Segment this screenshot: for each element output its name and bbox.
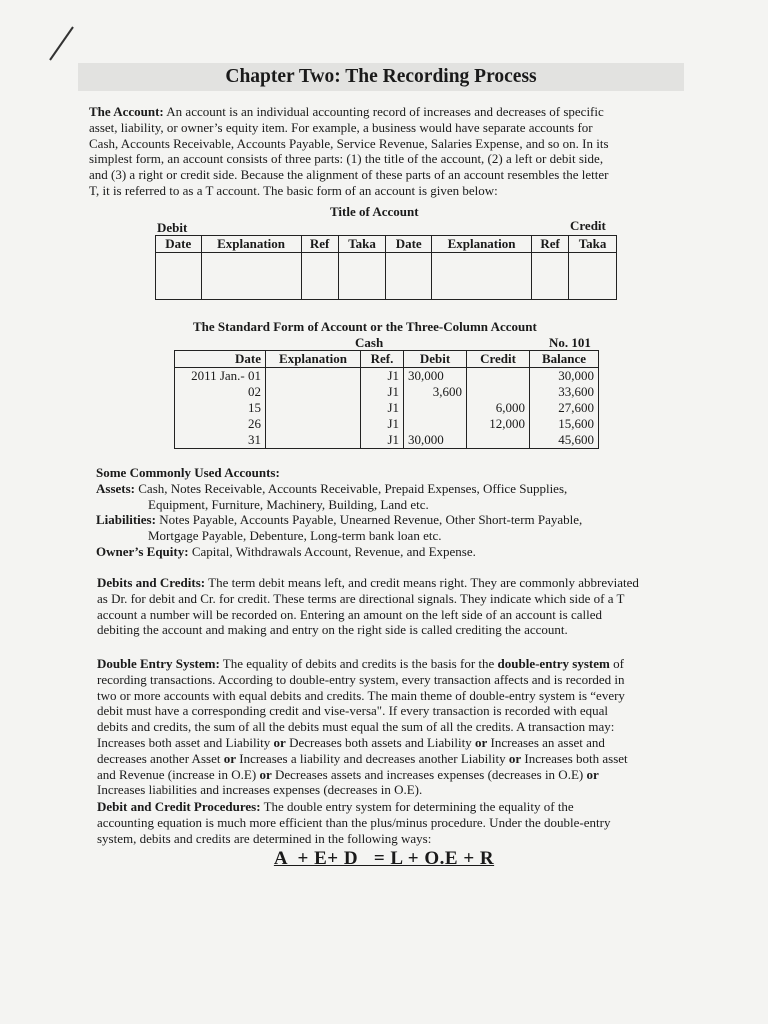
table-row [175,416,599,432]
pen-stroke-mark [46,24,76,64]
col-header: Date [386,236,432,253]
cell-explanation [266,416,361,432]
cell-debit [404,416,467,432]
account-number: No. 101 [549,335,591,350]
col-header: Date [175,351,266,368]
account-line: asset, liability, or owner’s equity item. For example, a business would have separate accounts for [89,119,593,135]
col-header: Ref. [361,351,404,368]
procedures-lead: Debit and Credit Procedures: [97,799,261,814]
empty-cell [569,253,617,300]
double-entry-line: recording transactions. According to double-entry system, every transaction affects and is recorded in [97,671,625,687]
table-row [175,384,599,400]
double-entry-text: and Revenue (increase in O.E) [97,766,260,782]
col-header: Explanation [201,236,301,253]
account-line: simplest form, an account consists of three parts: (1) the title of the account, (2) a left or debit side, [89,151,604,167]
col-header: Ref [532,236,569,253]
assets-text: Cash, Notes Receivable, Accounts Receivable, Prepaid Expenses, Office Supplies, [135,480,568,496]
or-word: or [508,750,522,766]
cell-balance: 15,600 [530,416,599,432]
debit-label: Debit [157,220,188,235]
cell-debit: 30,000 [404,432,467,449]
liabilities-label: Liabilities: [96,512,156,528]
double-entry-text: Increases an asset and [487,734,605,750]
procedures-line: system, debits and credits are determined in the following ways: [97,830,432,846]
empty-cell [431,253,531,300]
t-account-header-row [156,236,617,253]
double-entry-text: of [609,656,624,671]
debits-credits-line: The term debit means left, and credit means right. They are commonly abbreviated [205,575,639,590]
col-header: Balance [530,351,599,368]
col-header: Ref [301,236,338,253]
accounting-equation: A + E+ D = L + O.E + R [273,848,495,869]
col-header: Explanation [266,351,361,368]
cell-ref: J1 [361,432,404,449]
col-header: Taka [338,236,386,253]
or-word: or [273,734,286,750]
cell-explanation [266,384,361,400]
or-word: or [259,766,272,782]
col-header: Taka [569,236,617,253]
standard-form-heading: The Standard Form of Account or the Three-Column Account [193,319,537,334]
assets-label: Assets: [96,480,135,496]
cell-credit: 6,000 [467,400,530,416]
account-line: T, it is referred to as a T account. The basic form of an account is given below: [89,182,498,198]
account-paragraph [89,104,685,199]
double-entry-term: double-entry system [497,656,610,671]
cell-explanation [266,432,361,449]
table-row [175,400,599,416]
assets-text-cont: Equipment, Furniture, Machinery, Building, Land etc. [148,496,429,512]
double-entry-line: debits and credits, the sum of all the debits must equal the sum of all the credits. A transaction may: [97,719,615,735]
common-accounts-heading: Some Commonly Used Accounts: [96,465,280,480]
cell-credit [467,432,530,449]
procedures-line: accounting equation is much more efficient than the plus/minus procedure. Under the double-entry [97,814,611,830]
t-account-table [155,235,617,300]
table-row [175,368,599,385]
account-name: Cash [355,335,384,350]
cell-explanation [266,400,361,416]
double-entry-lead: Double Entry System: [97,656,220,671]
table-row [175,432,599,449]
cell-debit [404,400,467,416]
cell-date: 2011 Jan.- 01 [175,368,266,385]
cell-ref: J1 [361,416,404,432]
debits-credits-lead: Debits and Credits: [97,575,206,590]
cell-ref: J1 [361,368,404,385]
t-account-title: Title of Account [330,204,419,219]
cell-credit [467,384,530,400]
procedures-paragraph [97,799,685,846]
liabilities-text: Notes Payable, Accounts Payable, Unearned Revenue, Other Short-term Payable, [155,512,583,528]
cell-date: 02 [175,384,266,400]
cell-balance: 45,600 [530,432,599,449]
cell-credit: 12,000 [467,416,530,432]
account-lead: The Account: [89,104,164,119]
cell-balance: 30,000 [530,368,599,385]
empty-cell [532,253,569,300]
liabilities-text-cont: Mortgage Payable, Debenture, Long-term bank loan etc. [148,528,442,544]
procedures-line: The double entry system for determining the equality of the [260,799,574,814]
cell-balance: 27,600 [530,400,599,416]
debits-credits-paragraph [97,575,685,638]
double-entry-text: decreases another Asset [97,750,224,766]
cell-explanation [266,368,361,385]
equity-text: Capital, Withdrawals Account, Revenue, and Expense. [188,543,476,559]
double-entry-text: The equality of debits and credits is the basis for the [219,656,498,671]
common-accounts-section [96,465,692,560]
cell-debit: 30,000 [404,368,467,385]
double-entry-text: Increases a liability and decreases another Liability [235,750,509,766]
debits-credits-line: account a number will be recorded on. Entering an amount on the left side of an account is called [97,606,603,622]
chapter-title: Chapter Two: The Recording Process [225,66,537,87]
col-header: Debit [404,351,467,368]
credit-label: Credit [570,218,606,233]
standard-form-table [174,350,599,449]
or-word: or [474,734,488,750]
empty-cell [201,253,301,300]
std-header-row [175,351,599,368]
cell-date: 31 [175,432,266,449]
double-entry-text: Decreases both assets and Liability [285,734,475,750]
double-entry-paragraph [97,656,685,798]
double-entry-line: debit must have a corresponding credit and vise-versa". If every transaction is recorded with equal [97,703,609,719]
cell-date: 15 [175,400,266,416]
or-word: or [223,750,236,766]
cell-debit: 3,600 [404,384,467,400]
cell-credit [467,368,530,385]
cell-balance: 33,600 [530,384,599,400]
double-entry-line: two or more accounts with equal debits and credits. The main theme of double-entry system is “every [97,687,625,703]
double-entry-text: Increases both asset and Liability [97,734,274,750]
equity-label: Owner’s Equity: [96,543,189,559]
col-header: Date [156,236,202,253]
empty-cell [338,253,386,300]
account-line: An account is an individual accounting record of increases and decreases of specific [163,104,604,119]
col-header: Credit [467,351,530,368]
empty-cell [301,253,338,300]
account-line: and (3) a right or credit side. Because the alignment of these parts of an account resembles the letter [89,167,609,183]
empty-cell [156,253,202,300]
debits-credits-line: as Dr. for debit and Cr. for credit. These terms are directional signals. They indicate which side of a T [97,590,625,606]
cell-date: 26 [175,416,266,432]
cell-ref: J1 [361,384,404,400]
double-entry-text: Decreases assets and increases expenses (decreases in O.E) [271,766,587,782]
or-word: or [586,766,599,782]
t-account-body-row [156,253,617,300]
double-entry-text: Increases both asset [521,750,628,766]
debits-credits-line: debiting the account and making and entry on the right side is called crediting the account. [97,622,568,638]
account-line: Cash, Accounts Receivable, Accounts Payable, Service Revenue, Salaries Expense, and so on. In its [89,135,609,151]
empty-cell [386,253,432,300]
col-header: Explanation [431,236,531,253]
double-entry-line: Increases liabilities and increases expenses (decreases in O.E). [97,782,423,798]
cell-ref: J1 [361,400,404,416]
